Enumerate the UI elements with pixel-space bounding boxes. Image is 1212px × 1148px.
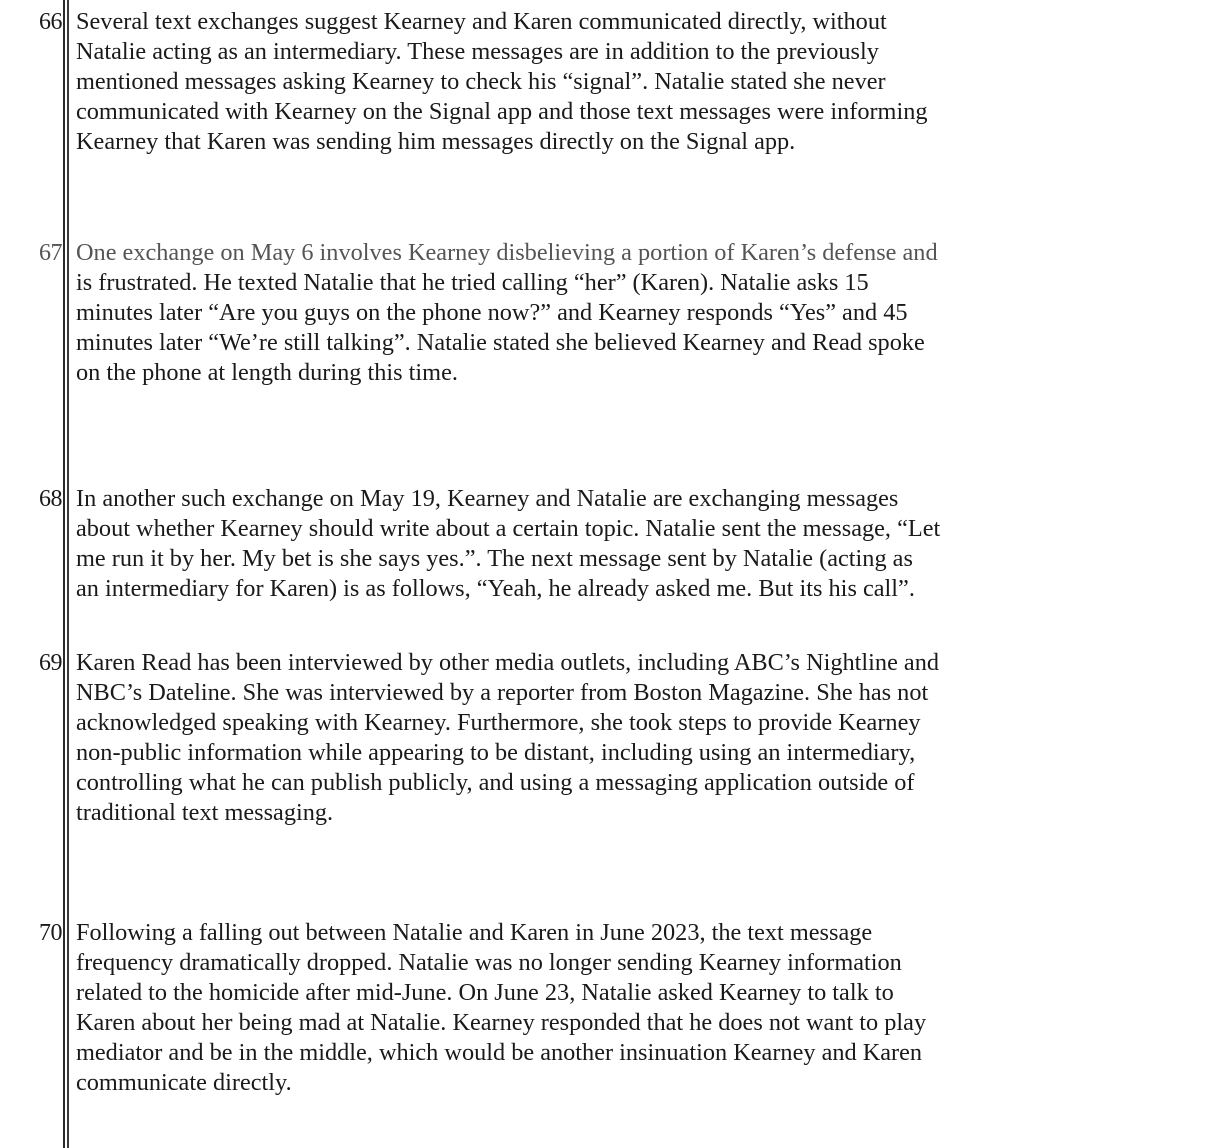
- text-line: In another such exchange on May 19, Kearney and Natalie are exchanging messages: [76, 485, 899, 512]
- text-line: frequency dramatically dropped. Natalie was no longer sending Kearney information: [76, 949, 902, 976]
- margin-rule-inner: [67, 0, 69, 1148]
- text-line: is frustrated. He texted Natalie that he tried calling “her” (Karen). Natalie asks 15: [76, 269, 869, 296]
- paragraph-text: [76, 648, 1176, 828]
- text-line: mediator and be in the middle, which would be another insinuation Kearney and Karen: [76, 1039, 923, 1066]
- text-line: Kearney that Karen was sending him messages directly on the Signal app.: [76, 128, 796, 155]
- text-line: Karen Read has been interviewed by other media outlets, including ABC’s Nightline and: [76, 649, 940, 676]
- paragraph-text: [76, 484, 1176, 604]
- text-line: about whether Kearney should write about a certain topic. Natalie sent the message, “Let: [76, 515, 941, 542]
- text-line: me run it by her. My bet is she says yes.”. The next message sent by Natalie (acting as: [76, 545, 913, 572]
- text-line: NBC’s Dateline. She was interviewed by a reporter from Boston Magazine. She has not: [76, 679, 929, 706]
- paragraph-text: [76, 7, 1176, 157]
- text-line: communicate directly.: [76, 1069, 292, 1096]
- text-line: minutes later “We’re still talking”. Natalie stated she believed Kearney and Read spoke: [76, 329, 925, 356]
- margin-rule-outer: [63, 0, 65, 1148]
- text-line: minutes later “Are you guys on the phone now?” and Kearney responds “Yes” and 45: [76, 299, 908, 326]
- paragraph-text: [76, 918, 1176, 1098]
- text-line: Karen about her being mad at Natalie. Kearney responded that he does not want to play: [76, 1009, 927, 1036]
- text-line: non-public information while appearing to be distant, including using an intermediary,: [76, 739, 916, 766]
- paragraph-text: [76, 238, 1176, 388]
- paragraph-number: 70: [39, 920, 62, 946]
- text-line: acknowledged speaking with Kearney. Furthermore, she took steps to provide Kearney: [76, 709, 921, 736]
- text-line: traditional text messaging.: [76, 799, 334, 826]
- text-line: communicated with Kearney on the Signal app and those text messages were informing: [76, 98, 928, 125]
- text-line: Following a falling out between Natalie and Karen in June 2023, the text message: [76, 919, 873, 946]
- text-line: on the phone at length during this time.: [76, 359, 458, 386]
- paragraph-number: 68: [39, 486, 62, 512]
- text-line: controlling what he can publish publicly, and using a messaging application outside of: [76, 769, 915, 796]
- text-line: an intermediary for Karen) is as follows, “Yeah, he already asked me. But its his call”.: [76, 575, 915, 602]
- text-line: mentioned messages asking Kearney to check his “signal”. Natalie stated she never: [76, 68, 886, 95]
- paragraph-number: 66: [39, 9, 62, 35]
- text-line: One exchange on May 6 involves Kearney disbelieving a portion of Karen’s defense and: [76, 239, 938, 266]
- paragraph-number: 69: [39, 650, 62, 676]
- text-line: Several text exchanges suggest Kearney and Karen communicated directly, without: [76, 8, 887, 35]
- text-line: Natalie acting as an intermediary. These messages are in addition to the previously: [76, 38, 879, 65]
- text-line: related to the homicide after mid-June. On June 23, Natalie asked Kearney to talk to: [76, 979, 894, 1006]
- paragraph-number: 67: [39, 240, 62, 266]
